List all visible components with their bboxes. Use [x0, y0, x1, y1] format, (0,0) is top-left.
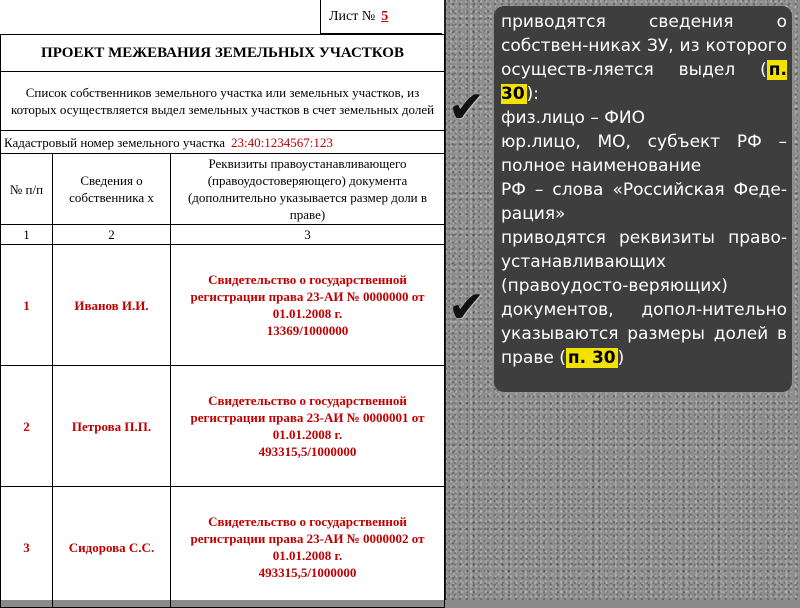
column-header-owner: Сведения о собственника х	[53, 154, 171, 225]
table-header	[1, 154, 445, 225]
share-size: 13369/1000000	[266, 323, 349, 338]
owner-name: Иванов И.И.	[53, 245, 171, 366]
checkmark-icon: ✔	[448, 82, 485, 133]
column-header-number: № п/п	[1, 154, 53, 225]
sheet-label: Лист №	[329, 9, 376, 24]
table-row	[1, 245, 445, 366]
checkmark-icon: ✔	[448, 282, 485, 333]
note-legal-entity: юр.лицо, МО, субъект РФ – полное наименование	[501, 132, 787, 176]
row-number: 3	[1, 487, 53, 608]
note-document-details: приводятся реквизиты право-устанавливающих (правоудосто-веряющих) документов, допол-нительно указываются размеры долей в праве ( п. 30 )	[501, 228, 787, 368]
document-details: Свидетельство о государственной регистрации права 23-АИ № 0000000 от 01.01.2008 г.	[190, 272, 425, 321]
note-individual: физ.лицо – ФИО	[501, 108, 645, 128]
table-row	[1, 487, 445, 608]
title-document	[171, 366, 445, 487]
share-size: 493315,5/1000000	[258, 565, 357, 580]
note-owner-info: приводятся сведения о собствен-никах ЗУ, из которого осуществ-ляется выдел ( п. 30 ):	[501, 12, 787, 104]
row-number: 2	[1, 366, 53, 487]
column-number: 2	[53, 225, 171, 245]
column-number: 3	[171, 225, 445, 245]
sheet-number: 5	[381, 9, 389, 24]
cadastral-number: 23:40:1234567:123	[230, 134, 333, 150]
list-caption: Список собственников земельного участка или земельных участков, из которых осуществляется выдел земельных участков в счет земельных долей	[1, 72, 445, 131]
cadastral-row	[1, 131, 445, 154]
title-document	[171, 487, 445, 608]
note-russian-federation: РФ – слова «Российская Феде-рация»	[501, 180, 787, 224]
document-title: ПРОЕКТ МЕЖЕВАНИЯ ЗЕМЕЛЬНЫХ УЧАСТКОВ	[1, 35, 445, 72]
owner-name: Петрова П.П.	[53, 366, 171, 487]
cadastral-label: Кадастровый номер земельного участка	[4, 134, 225, 150]
clause-reference: п. 30	[501, 60, 787, 104]
column-number: 1	[1, 225, 53, 245]
title-document	[171, 245, 445, 366]
owners-table	[0, 34, 445, 608]
table-row	[1, 366, 445, 487]
column-header-document: Реквизиты правоустанавливающего (правоудостоверяющего) документа (дополнительно указывается размер доли в праве)	[171, 154, 445, 225]
sheet-number-box	[320, 0, 442, 34]
clause-reference: п. 30	[567, 348, 616, 368]
owner-name: Сидорова С.С.	[53, 487, 171, 608]
document-details: Свидетельство о государственной регистрации права 23-АИ № 0000001 от 01.01.2008 г.	[190, 393, 425, 442]
document-details: Свидетельство о государственной регистрации права 23-АИ № 0000002 от 01.01.2008 г.	[190, 514, 425, 563]
column-numbers-row	[1, 225, 445, 245]
share-size: 493315,5/1000000	[258, 444, 357, 459]
notes-text	[501, 10, 787, 370]
row-number: 1	[1, 245, 53, 366]
